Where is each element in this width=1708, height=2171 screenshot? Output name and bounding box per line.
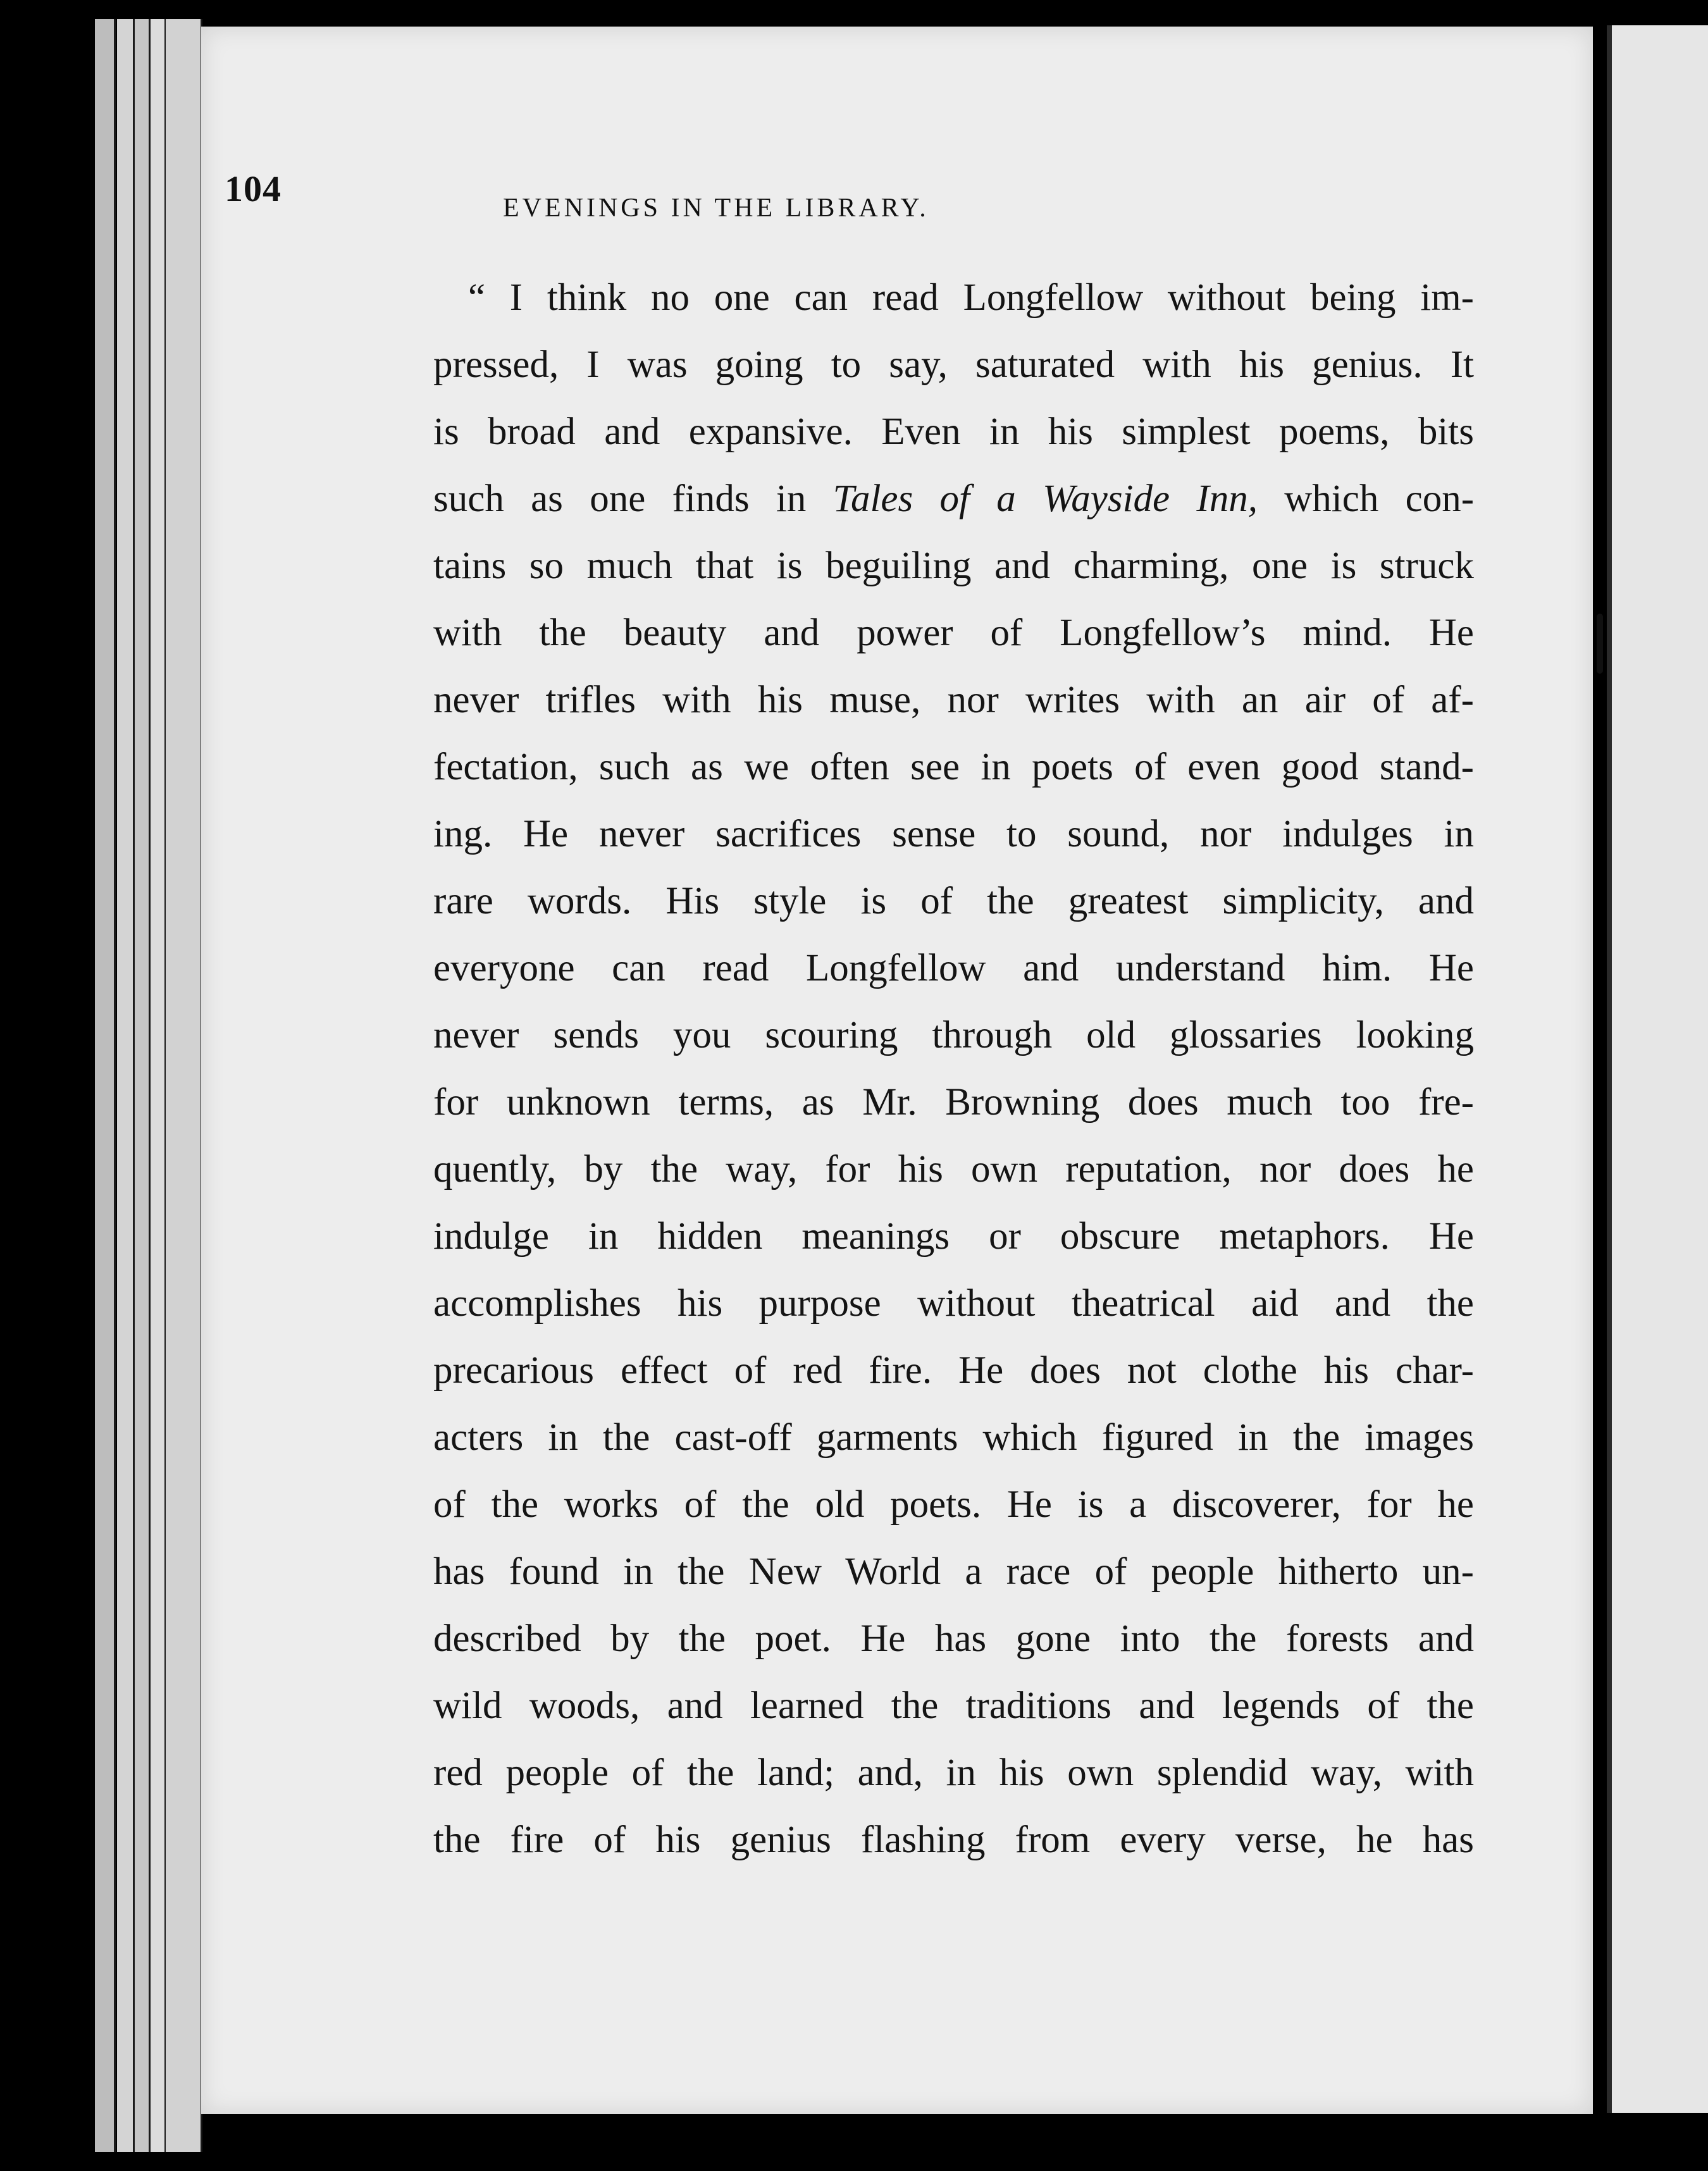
text-line: everyone can read Longfellow and understand him. He (433, 947, 1474, 989)
page-edge (117, 19, 135, 2152)
gutter-mark (1597, 614, 1603, 674)
text-line: red people of the land; and, in his own splendid way, with (433, 1752, 1474, 1794)
page-edge (95, 19, 116, 2152)
text-line: indulge in hidden meanings or obscure metaphors. He (433, 1215, 1474, 1258)
text-line: “ I think no one can read Longfellow without being im- (468, 276, 1474, 319)
text-line: ing. He never sacrifices sense to sound, nor indulges in (433, 813, 1474, 855)
text-line: has found in the New World a race of people hitherto un- (433, 1550, 1474, 1593)
facing-page-edge (1607, 25, 1708, 2113)
text-line: is broad and expansive. Even in his simplest poems, bits (433, 411, 1474, 453)
text-line: the fire of his genius flashing from every verse, he has (433, 1819, 1474, 1861)
text-line: accomplishes his purpose without theatrical aid and the (433, 1282, 1474, 1325)
text-line: never sends you scouring through old glossaries looking (433, 1014, 1474, 1056)
page-edge (135, 19, 151, 2152)
text-line: quently, by the way, for his own reputation, nor does he (433, 1148, 1474, 1191)
text-line: described by the poet. He has gone into the forests and (433, 1617, 1474, 1660)
text-line: with the beauty and power of Longfellow’s mind. He (433, 612, 1474, 654)
text-line: pressed, I was going to say, saturated with his genius. It (433, 343, 1474, 386)
text-line: precarious effect of red fire. He does not clothe his char- (433, 1349, 1474, 1392)
body-paragraph (433, 264, 1474, 1874)
page-edge (151, 19, 166, 2152)
text-segment: such as one finds in (433, 478, 833, 520)
text-line: tains so much that is beguiling and charming, one is struck (433, 545, 1474, 587)
text-line: never trifles with his muse, nor writes with an air of af- (433, 679, 1474, 721)
text-line: of the works of the old poets. He is a discoverer, for he (433, 1483, 1474, 1526)
text-segment: which con- (1257, 478, 1475, 520)
running-title: EVENINGS IN THE LIBRARY. (503, 194, 929, 223)
text-line: fectation, such as we often see in poets of even good stand- (433, 746, 1474, 788)
text-line (433, 466, 1474, 533)
page-header (225, 168, 1224, 225)
text-line: wild woods, and learned the traditions and legends of the (433, 1685, 1474, 1727)
text-line: for unknown terms, as Mr. Browning does much too fre- (433, 1081, 1474, 1123)
text-line: rare words. His style is of the greatest simplicity, and (433, 880, 1474, 922)
book-title-italic: Tales of a Wayside Inn, (832, 478, 1258, 520)
text-line: acters in the cast-off garments which figured in the images (433, 1416, 1474, 1459)
page-number: 104 (225, 168, 282, 209)
page-edge (166, 19, 202, 2152)
